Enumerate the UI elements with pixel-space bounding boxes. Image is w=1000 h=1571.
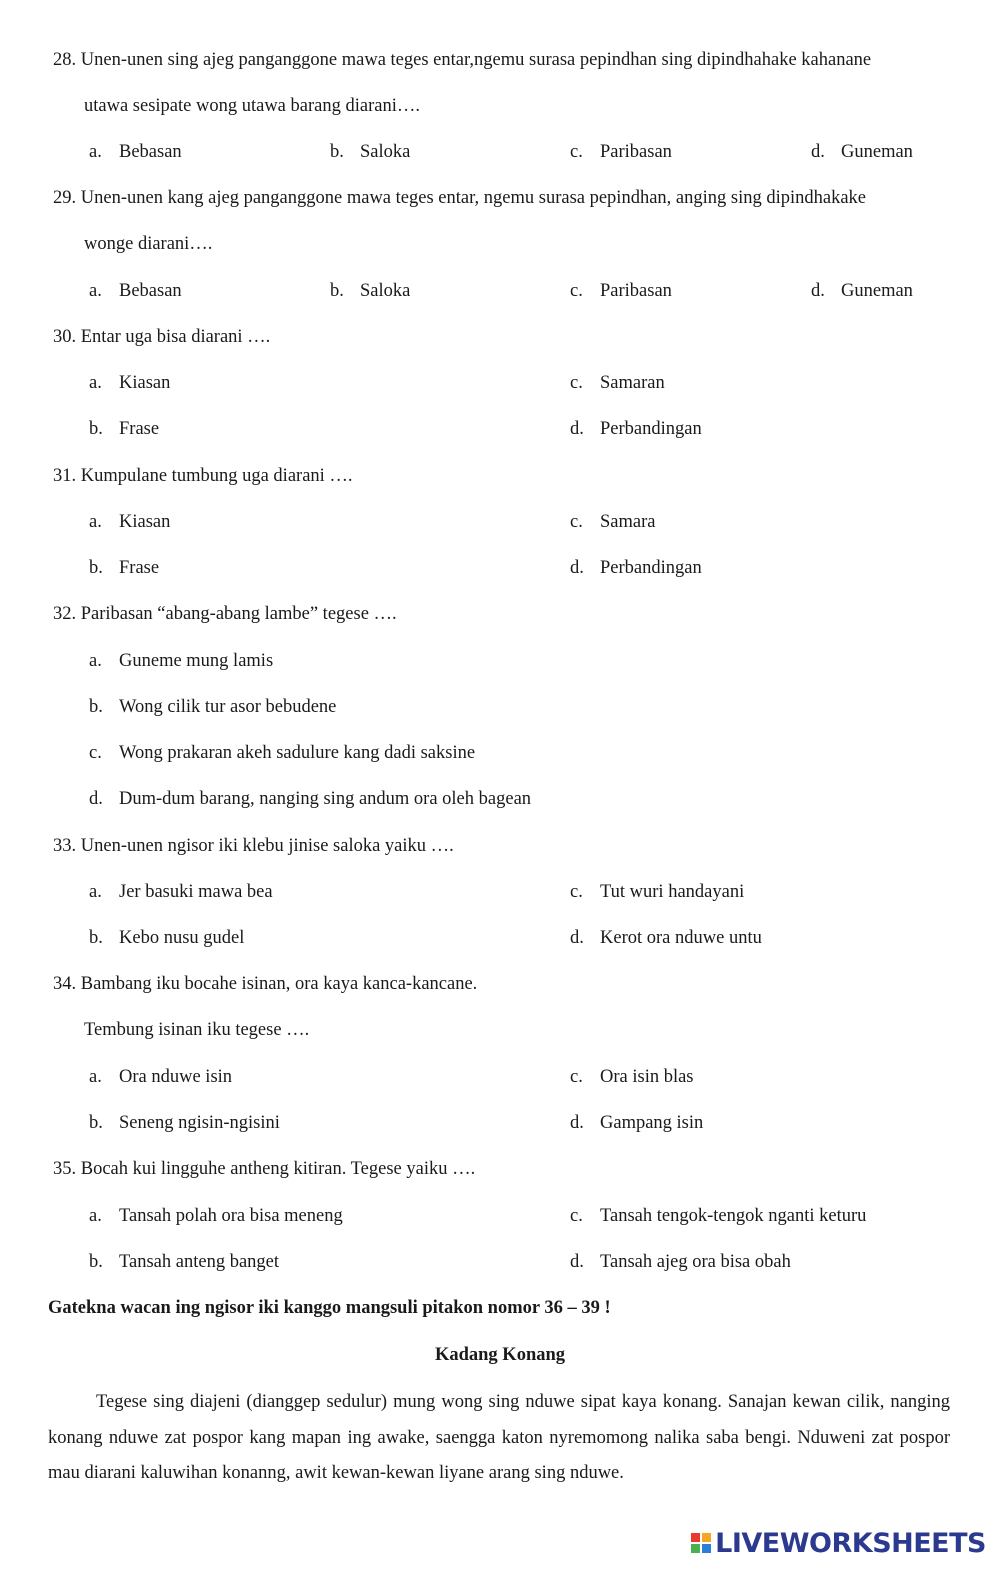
option-text: Guneman	[841, 281, 913, 301]
option-letter: c.	[570, 142, 583, 162]
option-letter: d.	[811, 142, 825, 162]
option-text: Wong cilik tur asor bebudene	[119, 697, 337, 717]
option-c[interactable]	[570, 1204, 866, 1228]
option-text: Frase	[119, 558, 160, 578]
option-text: Gampang isin	[600, 1113, 704, 1133]
option-letter: b.	[330, 281, 344, 301]
option-text: Samara	[600, 512, 656, 532]
option-letter: d.	[570, 1113, 584, 1133]
option-text: Seneng ngisin-ngisini	[119, 1113, 280, 1133]
logo-square	[702, 1533, 711, 1542]
question-text: Unen-unen sing ajeg panganggone mawa teges entar,ngemu surasa pepindhan sing dipindhahake kahanane	[80, 50, 872, 70]
option-d[interactable]	[811, 279, 913, 303]
option-c[interactable]	[89, 741, 475, 765]
option-text: Kiasan	[119, 512, 171, 532]
option-text: Kebo nusu gudel	[119, 928, 245, 948]
option-letter: b.	[89, 928, 103, 948]
option-b[interactable]	[330, 140, 410, 164]
option-text: Paribasan	[600, 142, 672, 162]
option-text: Tansah anteng banget	[119, 1252, 280, 1272]
question-32	[53, 602, 963, 626]
question-number: 28.	[53, 50, 77, 70]
option-d[interactable]	[570, 1111, 703, 1135]
option-text: Perbandingan	[600, 419, 702, 439]
option-letter: d.	[570, 928, 584, 948]
option-a[interactable]	[89, 880, 273, 904]
option-text: Wong prakaran akeh sadulure kang dadi saksine	[119, 743, 476, 763]
question-text-continued: wonge diarani….	[84, 234, 213, 254]
question-34	[53, 972, 963, 996]
logo-square	[691, 1533, 700, 1542]
option-text: Bebasan	[119, 281, 182, 301]
option-letter: d.	[811, 281, 825, 301]
option-a[interactable]	[89, 140, 182, 164]
option-c[interactable]	[570, 510, 655, 534]
option-letter: d.	[570, 1252, 584, 1272]
question-number: 31.	[53, 466, 77, 486]
option-d[interactable]	[570, 926, 762, 950]
question-33	[53, 834, 963, 858]
option-letter: c.	[570, 281, 583, 301]
liveworksheets-logo	[691, 1528, 986, 1558]
option-text: Guneman	[841, 142, 913, 162]
question-35	[53, 1157, 963, 1181]
option-b[interactable]	[89, 417, 159, 441]
option-text: Perbandingan	[600, 558, 702, 578]
option-c[interactable]	[570, 140, 672, 164]
option-text: Tansah tengok-tengok nganti keturu	[600, 1206, 867, 1226]
option-text: Bebasan	[119, 142, 182, 162]
question-text: Paribasan “abang-abang lambe” tegese ….	[80, 604, 397, 624]
option-text: Kiasan	[119, 373, 171, 393]
option-text: Saloka	[360, 281, 411, 301]
question-number: 33.	[53, 836, 77, 856]
question-number: 30.	[53, 327, 77, 347]
option-b[interactable]	[89, 556, 159, 580]
option-letter: a.	[89, 281, 102, 301]
option-a[interactable]	[89, 510, 170, 534]
logo-text: LIVEWORKSHEETS	[715, 1527, 986, 1559]
question-text: Unen-unen ngisor iki klebu jinise saloka yaiku ….	[80, 836, 454, 856]
option-letter: c.	[570, 882, 583, 902]
option-text: Tansah ajeg ora bisa obah	[600, 1252, 791, 1272]
liveworksheets-logo-icon	[691, 1533, 711, 1553]
option-letter: a.	[89, 142, 102, 162]
question-number: 35.	[53, 1159, 77, 1179]
option-a[interactable]	[89, 371, 170, 395]
option-b[interactable]	[89, 1111, 280, 1135]
option-d[interactable]	[570, 417, 702, 441]
option-letter: a.	[89, 373, 102, 393]
question-number: 29.	[53, 188, 77, 208]
option-text: Saloka	[360, 142, 411, 162]
option-b[interactable]	[89, 926, 244, 950]
option-letter: c.	[570, 1067, 583, 1087]
question-31	[53, 464, 963, 488]
option-b[interactable]	[330, 279, 410, 303]
question-30	[53, 325, 963, 349]
option-d[interactable]	[811, 140, 913, 164]
option-d[interactable]	[89, 787, 531, 811]
option-text: Guneme mung lamis	[119, 651, 274, 671]
option-letter: c.	[570, 373, 583, 393]
option-letter: c.	[89, 743, 102, 763]
option-a[interactable]	[89, 649, 273, 673]
reading-instruction: Gatekna wacan ing ngisor iki kanggo mangsuli pitakon nomor 36 – 39 !	[48, 1298, 611, 1318]
question-text: Bocah kui lingguhe antheng kitiran. Tegese yaiku ….	[80, 1159, 476, 1179]
question-text: Unen-unen kang ajeg panganggone mawa teges entar, ngemu surasa pepindhan, anging sing dipindhakake	[80, 188, 867, 208]
option-text: Tut wuri handayani	[600, 882, 745, 902]
option-letter: c.	[570, 1206, 583, 1226]
option-letter: a.	[89, 651, 102, 671]
option-letter: b.	[330, 142, 344, 162]
question-28	[53, 48, 963, 72]
question-text: Entar uga bisa diarani ….	[80, 327, 271, 347]
question-text-continued: Tembung isinan iku tegese ….	[84, 1020, 310, 1040]
option-letter: c.	[570, 512, 583, 532]
option-text: Ora nduwe isin	[119, 1067, 233, 1087]
option-letter: b.	[89, 1252, 103, 1272]
option-b[interactable]	[89, 1250, 279, 1274]
option-a[interactable]	[89, 1065, 232, 1089]
logo-square	[691, 1544, 700, 1553]
option-text: Jer basuki mawa bea	[119, 882, 273, 902]
option-b[interactable]	[89, 695, 336, 719]
question-number: 34.	[53, 974, 77, 994]
question-text-continued: utawa sesipate wong utawa barang diarani….	[84, 96, 420, 116]
option-letter: b.	[89, 697, 103, 717]
option-text: Samaran	[600, 373, 665, 393]
option-d[interactable]	[570, 556, 702, 580]
option-letter: a.	[89, 1067, 102, 1087]
option-d[interactable]	[570, 1250, 791, 1274]
option-text: Ora isin blas	[600, 1067, 694, 1087]
question-text: Kumpulane tumbung uga diarani ….	[80, 466, 353, 486]
option-letter: d.	[570, 558, 584, 578]
option-text: Tansah polah ora bisa meneng	[119, 1206, 343, 1226]
reading-title: Kadang Konang	[434, 1345, 566, 1365]
question-29	[53, 186, 963, 210]
question-number: 32.	[53, 604, 77, 624]
question-text: Bambang iku bocahe isinan, ora kaya kanca-kancane.	[80, 974, 478, 994]
option-c[interactable]	[570, 279, 672, 303]
option-text: Dum-dum barang, nanging sing andum ora oleh bagean	[119, 789, 532, 809]
option-c[interactable]	[570, 880, 744, 904]
option-letter: b.	[89, 558, 103, 578]
option-text: Frase	[119, 419, 160, 439]
option-a[interactable]	[89, 1204, 343, 1228]
option-text: Paribasan	[600, 281, 672, 301]
option-c[interactable]	[570, 371, 665, 395]
option-c[interactable]	[570, 1065, 694, 1089]
option-letter: a.	[89, 512, 102, 532]
option-a[interactable]	[89, 279, 182, 303]
option-letter: a.	[89, 882, 102, 902]
reading-paragraph: Tegese sing diajeni (dianggep sedulur) mung wong sing nduwe sipat kaya konang. Sanajan kewan cilik, nanging konang nduwe zat pospor kang mapan ing awake, saengga katon nyremomong nalika saba bengi. Nduweni zat pospor mau diarani kaluwihan konanng, awit kewan-kewan liyane arang sing nduwe.	[48, 1392, 950, 1483]
option-letter: b.	[89, 419, 103, 439]
logo-square	[702, 1544, 711, 1553]
option-text: Kerot ora nduwe untu	[600, 928, 762, 948]
option-letter: a.	[89, 1206, 102, 1226]
option-letter: d.	[89, 789, 103, 809]
option-letter: d.	[570, 419, 584, 439]
option-letter: b.	[89, 1113, 103, 1133]
